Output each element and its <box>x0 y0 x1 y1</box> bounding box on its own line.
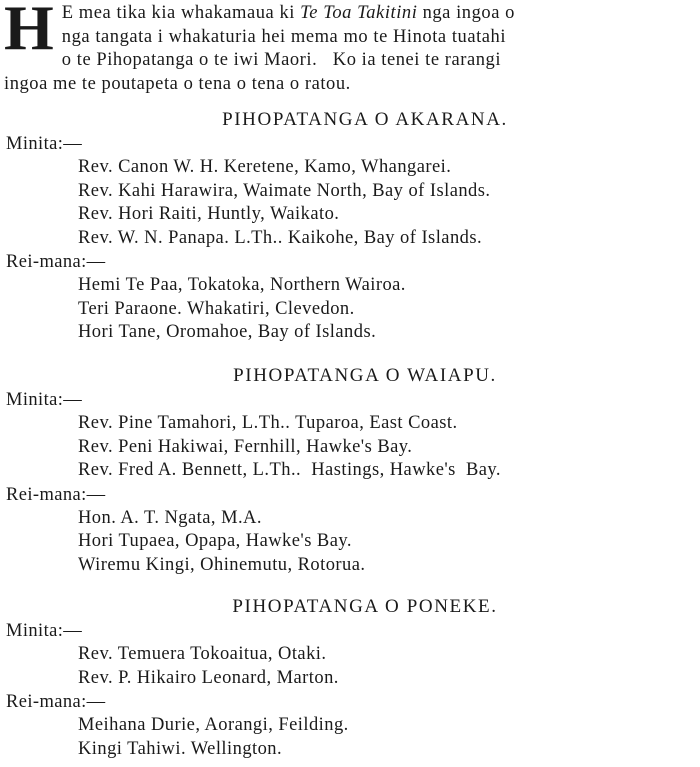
intro-line <box>4 49 698 73</box>
intro-paragraph <box>4 2 698 96</box>
list-entry: Wiremu Kingi, Ohinemutu, Rotorua. <box>78 554 366 575</box>
list-entry: Teri Paraone. Whakatiri, Clevedon. <box>78 298 355 319</box>
section-poneke <box>0 595 700 761</box>
list-entry: Rev. Hori Raiti, Huntly, Waikato. <box>78 204 340 224</box>
role-label-reimana: Rei-mana:— <box>6 484 106 505</box>
section-waiapu <box>0 364 700 577</box>
role-label-reimana: Rei-mana:— <box>6 252 106 272</box>
drop-cap: H <box>4 0 54 63</box>
section-akarana <box>0 108 700 345</box>
role-label-minita: Minita:— <box>6 621 83 641</box>
list-entry: Rev. Peni Hakiwai, Fernhill, Hawke's Bay. <box>78 436 413 457</box>
list-entry: Hori Tane, Oromahoe, Bay of Islands. <box>78 322 377 342</box>
list-entry: Kingi Tahiwi. Wellington. <box>78 738 283 759</box>
role-label-minita: Minita:— <box>6 134 83 154</box>
intro-line <box>4 2 698 26</box>
intro-line <box>4 73 698 97</box>
section-heading: PIHOPATANGA O WAIAPU. <box>233 365 497 386</box>
section-heading: PIHOPATANGA O PONEKE. <box>232 596 498 617</box>
list-entry: Rev. Fred A. Bennett, L.Th.. Hastings, Hawke's Bay. <box>78 460 501 480</box>
intro-line <box>4 26 698 50</box>
intro-text: E mea tika kia whakamaua ki <box>61 3 301 23</box>
newspaper-title: Te Toa Takitini <box>300 3 418 23</box>
role-label-minita: Minita:— <box>6 390 83 410</box>
list-entry: Rev. Canon W. H. Keretene, Kamo, Whangarei. <box>78 157 452 177</box>
list-entry: Rev. P. Hikairo Leonard, Marton. <box>78 667 339 688</box>
list-entry: Rev. Temuera Tokoaitua, Otaki. <box>78 644 327 664</box>
role-label-reimana: Rei-mana:— <box>6 692 106 712</box>
list-entry: Rev. Kahi Harawira, Waimate North, Bay of Islands. <box>78 180 491 201</box>
section-heading: PIHOPATANGA O AKARANA. <box>222 109 508 130</box>
list-entry: Hon. A. T. Ngata, M.A. <box>78 507 262 528</box>
list-entry: Meihana Durie, Aorangi, Feilding. <box>78 715 349 735</box>
list-entry: Hori Tupaea, Opapa, Hawke's Bay. <box>78 531 352 551</box>
list-entry: Rev. W. N. Panapa. L.Th.. Kaikohe, Bay of Islands. <box>78 227 483 248</box>
list-entry: Rev. Pine Tamahori, L.Th.. Tuparoa, East Coast. <box>78 413 458 433</box>
list-entry: Hemi Te Paa, Tokatoka, Northern Wairoa. <box>78 275 406 295</box>
intro-text: o te Pihopatanga o te iwi Maori. Ko ia tenei te rarangi <box>61 50 502 70</box>
intro-text: nga tangata i whakaturia hei mema mo te Hinota tuatahi <box>61 26 507 47</box>
intro-text: ingoa me te poutapeta o tena o tena o ratou. <box>4 73 351 94</box>
intro-text: nga ingoa o <box>417 3 515 23</box>
